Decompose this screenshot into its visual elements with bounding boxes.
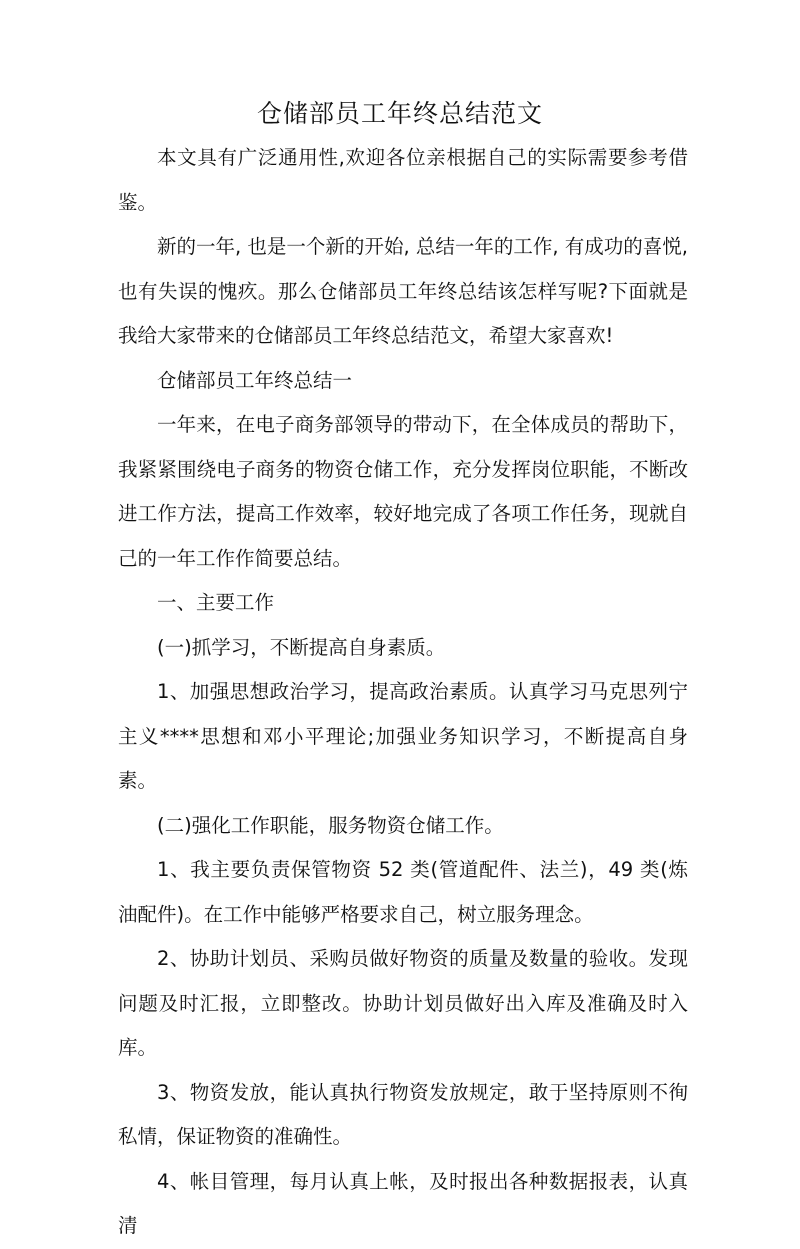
- document-body: [118, 136, 688, 1249]
- paragraph-item-distribution: 3、物资发放，能认真执行物资发放规定，敢于坚持原则不徇私情，保证物资的准确性。: [118, 1080, 688, 1148]
- section-heading-summary-one: 仓储部员工年终总结一: [157, 368, 353, 392]
- subheading-study: (一)抓学习，不断提高自身素质。: [157, 635, 446, 659]
- paragraph-item-inspection: 2、协助计划员、采购员做好物资的质量及数量的验收。发现问题及时汇报，立即整改。协助计划员做好出入库及准确及时入库。: [118, 947, 688, 1059]
- paragraph-item-political-study: 1、加强思想政治学习，提高政治素质。认真学习马克思列宁主义****思想和邓小平理论;加强业务知识学习，不断提高自身素。: [118, 680, 688, 792]
- subheading-work-function: (二)强化工作职能，服务物资仓储工作。: [157, 813, 504, 837]
- paragraph-overview: 一年来，在电子商务部领导的带动下，在全体成员的帮助下，我紧紧围绕电子商务的物资仓储工作，充分发挥岗位职能，不断改进工作方法，提高工作效率，较好地完成了各项工作任务，现就自己的一年工作作简要总结。: [118, 413, 688, 570]
- paragraph-intro: 本文具有广泛通用性,欢迎各位亲根据自己的实际需要参考借鉴。: [118, 146, 688, 214]
- paragraph-item-accounts: 4、帐目管理，每月认真上帐，及时报出各种数据报表，认真清: [118, 1169, 688, 1237]
- paragraph-opening: 新的一年, 也是一个新的开始, 总结一年的工作, 有成功的喜悦, 也有失误的愧疚。那么仓储部员工年终总结该怎样写呢?下面就是我给大家带来的仓储部员工年终总结范文，希望大家喜欢!: [118, 235, 688, 347]
- document-title: 仓储部员工年终总结范文: [256, 99, 543, 128]
- paragraph-item-materials: 1、我主要负责保管物资 52 类(管道配件、法兰)，49 类(炼油配件)。在工作中能够严格要求自己，树立服务理念。: [118, 858, 688, 926]
- section-heading-main-work: 一、主要工作: [157, 591, 275, 614]
